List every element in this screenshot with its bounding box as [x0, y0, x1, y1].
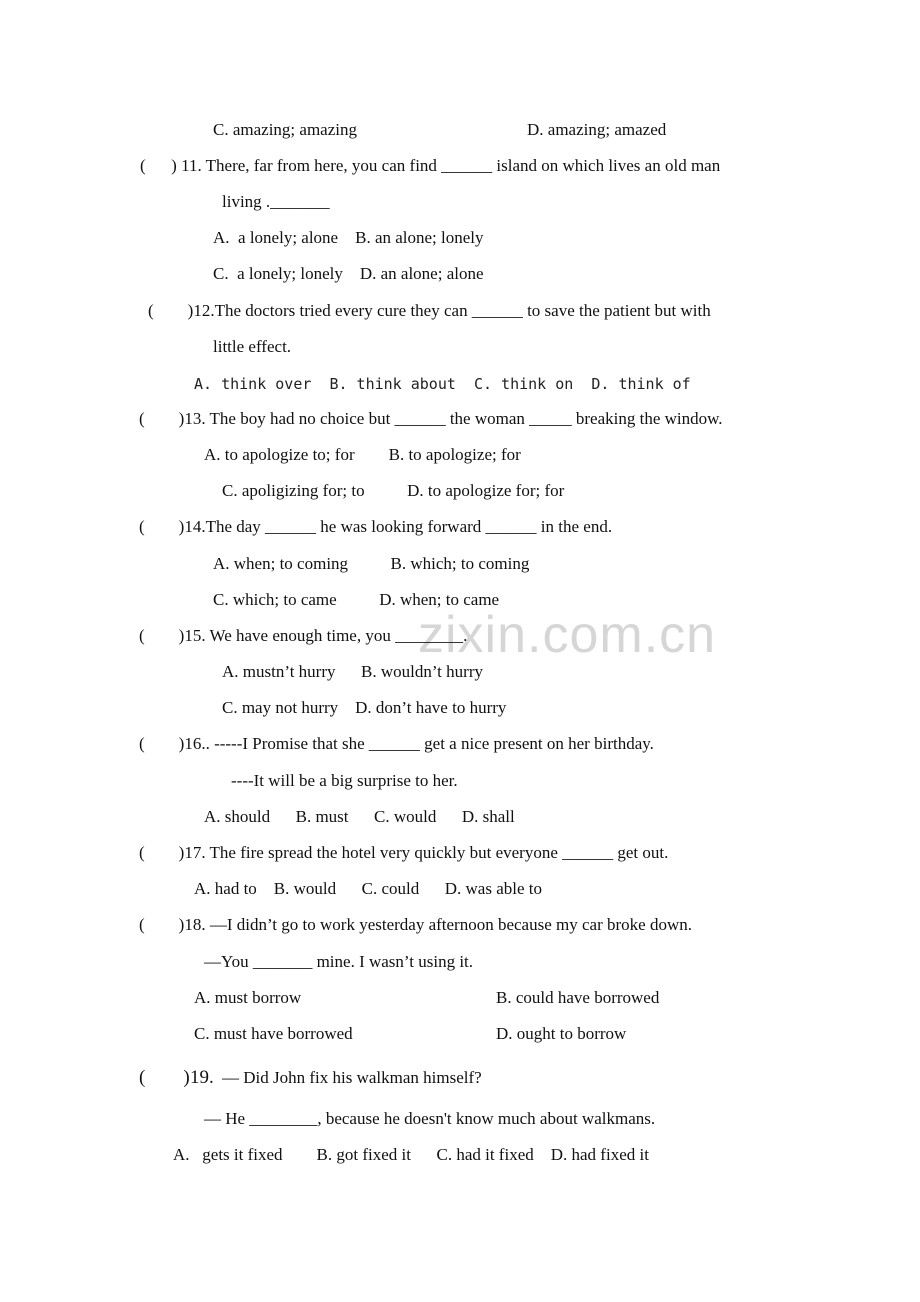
q13-options-cd: C. apoligizing for; to D. to apologize for; for: [222, 481, 565, 500]
q13-stem: ( )13. The boy had no choice but ______ the woman _____ breaking the window.: [139, 409, 723, 428]
q19-stem: — Did John fix his walkman himself?: [222, 1068, 482, 1087]
q12-options: A. think over B. think about C. think on D. think of: [194, 375, 691, 393]
q15-options-cd: C. may not hurry D. don’t have to hurry: [222, 698, 507, 717]
q11-stem-cont: living ._______: [222, 192, 330, 211]
q11-options-ab: A. a lonely; alone B. an alone; lonely: [213, 228, 484, 247]
q11-options-cd: C. a lonely; lonely D. an alone; alone: [213, 264, 484, 283]
q17-options: A. had to B. would C. could D. was able to: [194, 879, 542, 898]
q14-stem: ( )14.The day ______ he was looking forward ______ in the end.: [139, 517, 613, 536]
q14-options-ab: A. when; to coming B. which; to coming: [213, 554, 530, 573]
q14-options-cd: C. which; to came D. when; to came: [213, 590, 500, 609]
q19-number: 19.: [190, 1067, 214, 1088]
q18-option-a: A. must borrow: [194, 988, 302, 1007]
q16-stem: ( )16.. -----I Promise that she ______ get a nice present on her birthday.: [139, 734, 654, 753]
q18-option-d: D. ought to borrow: [496, 1024, 627, 1043]
q19-options: A. gets it fixed B. got fixed it C. had it fixed D. had fixed it: [173, 1145, 649, 1164]
q17-stem: ( )17. The fire spread the hotel very quickly but everyone ______ get out.: [139, 843, 669, 862]
q15-stem: ( )15. We have enough time, you ________.: [139, 626, 468, 645]
q18-stem: ( )18. —I didn’t go to work yesterday afternoon because my car broke down.: [139, 915, 692, 934]
q15-options-ab: A. mustn’t hurry B. wouldn’t hurry: [222, 662, 483, 681]
q16-reply: ----It will be a big surprise to her.: [231, 771, 458, 790]
q19-reply: — He ________, because he doesn't know much about walkmans.: [204, 1109, 656, 1128]
q11-stem: ( ) 11. There, far from here, you can find ______ island on which lives an old man: [140, 156, 721, 175]
q18-option-b: B. could have borrowed: [496, 988, 660, 1007]
q10-option-d: D. amazing; amazed: [527, 120, 667, 139]
q18-option-c: C. must have borrowed: [194, 1024, 353, 1043]
q16-options: A. should B. must C. would D. shall: [204, 807, 515, 826]
watermark: zixin.com.cn: [418, 606, 717, 664]
q10-option-c: C. amazing; amazing: [213, 120, 357, 139]
q12-stem: ( )12.The doctors tried every cure they can ______ to save the patient but with: [148, 301, 711, 320]
q18-reply: —You _______ mine. I wasn’t using it.: [204, 952, 474, 971]
q19-paren: ( ): [139, 1067, 190, 1088]
q12-stem-cont: little effect.: [213, 337, 292, 356]
q13-options-ab: A. to apologize to; for B. to apologize; for: [204, 445, 521, 464]
